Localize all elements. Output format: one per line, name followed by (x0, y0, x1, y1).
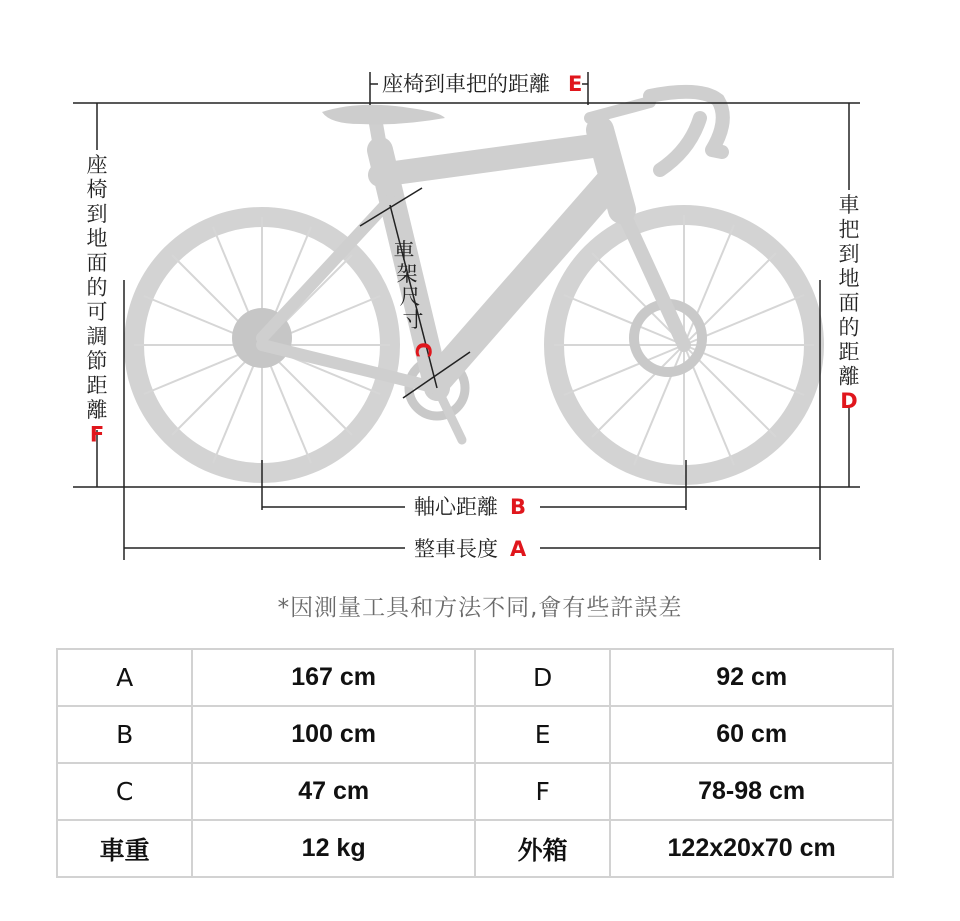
spec-key: 外箱 (475, 820, 610, 877)
label-F-letter: F (89, 422, 105, 447)
label-F-char: 到 (86, 202, 108, 226)
spec-row (57, 706, 893, 763)
label-E (382, 72, 582, 96)
spec-value: 12 kg (192, 820, 475, 877)
label-D-char: 離 (838, 364, 860, 389)
label-F-char: 可 (86, 300, 108, 324)
label-A-letter: A (510, 537, 527, 561)
spec-key: C (57, 763, 192, 820)
label-A (414, 537, 527, 561)
spec-table (56, 648, 894, 878)
spec-value: 92 cm (610, 649, 893, 706)
label-F (87, 153, 108, 447)
label-B-letter: B (510, 495, 527, 519)
label-D-char: 地 (838, 266, 860, 291)
label-F-char: 節 (86, 349, 108, 373)
label-F-char: 面 (86, 251, 108, 275)
spec-key: F (475, 763, 610, 820)
label-D-char: 的 (838, 315, 860, 340)
saddle (322, 105, 445, 125)
label-D-char: 把 (838, 217, 860, 242)
spec-value: 60 cm (610, 706, 893, 763)
spec-row (57, 763, 893, 820)
label-D-char: 到 (838, 242, 860, 266)
bicycle-illustration (134, 92, 814, 475)
label-F-char: 離 (86, 398, 108, 422)
measurement-disclaimer: *因測量工具和方法不同,會有些許誤差 (277, 595, 683, 621)
spec-row (57, 820, 893, 877)
label-D (839, 193, 860, 413)
spec-value: 100 cm (192, 706, 475, 763)
spec-value: 47 cm (192, 763, 475, 820)
label-F-char: 距 (86, 373, 108, 398)
label-F-char: 的 (86, 275, 108, 300)
label-D-char: 距 (838, 340, 860, 364)
label-D-letter: D (840, 389, 858, 413)
spec-key: E (475, 706, 610, 763)
label-D-char: 面 (838, 291, 860, 315)
spec-key: A (57, 649, 192, 706)
label-C-char: 尺 (399, 285, 421, 309)
label-F-char: 座 (86, 153, 108, 177)
label-F-char: 調 (86, 324, 108, 349)
spec-key: D (475, 649, 610, 706)
label-F-char: 椅 (86, 177, 108, 202)
spec-key: 車重 (57, 820, 192, 877)
spec-value: 78-98 cm (610, 763, 893, 820)
spec-value: 122x20x70 cm (610, 820, 893, 877)
label-F-char: 地 (86, 226, 108, 251)
label-C-char: 寸 (402, 308, 424, 332)
frame (262, 102, 684, 440)
label-C-char: 車 (393, 239, 415, 263)
spec-row (57, 649, 893, 706)
label-B (414, 495, 526, 519)
label-E-letter: E (568, 72, 583, 96)
label-C-char: 架 (396, 262, 418, 286)
label-B-text: 軸心距離 (414, 495, 498, 519)
label-A-text: 整車長度 (414, 537, 498, 561)
label-C-letter: C (411, 342, 435, 358)
spec-key: B (57, 706, 192, 763)
spec-value: 167 cm (192, 649, 475, 706)
label-E-text: 座椅到車把的距離 (382, 72, 550, 96)
label-D-char: 車 (838, 193, 860, 217)
